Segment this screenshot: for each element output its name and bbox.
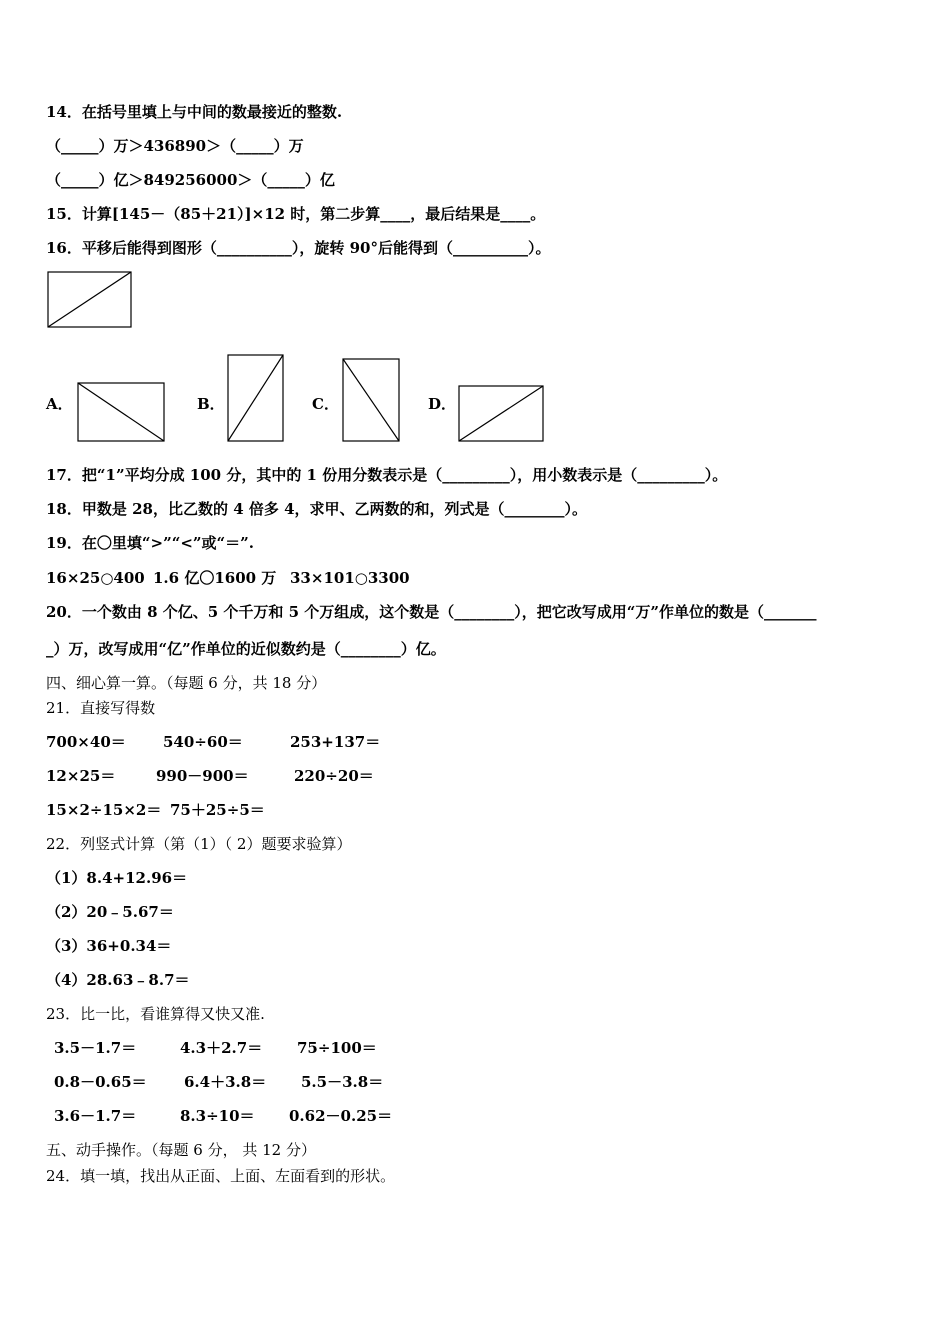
q23-cell: 5.5－3.8＝	[301, 1073, 384, 1091]
q23-title: 23．比一比，看谁算得又快又准.	[46, 1005, 265, 1023]
section5-title: 五、动手操作。（每题 6 分， 共 12 分）	[46, 1141, 316, 1159]
q21-cell: 990－900＝	[156, 767, 249, 785]
q23-cell: 8.3÷10＝	[180, 1107, 255, 1125]
q21-cell: 12×25＝	[46, 767, 116, 785]
q14-line2: （_____）亿＞849256000＞（_____）亿	[46, 171, 335, 189]
q19-text: 19．在〇里填“>”“<”或“＝”.	[46, 534, 255, 552]
q16-reference-figure	[47, 271, 133, 329]
q20-line2: _）万，改写成用“亿”作单位的近似数约是（________）亿。	[46, 640, 446, 658]
q16-option-a-label: A．	[46, 395, 73, 413]
q16-option-d-figure	[458, 385, 545, 443]
q14-line1: （_____）万＞436890＞（_____）万	[46, 137, 304, 155]
q22-item: （1）8.4+12.96＝	[46, 869, 188, 887]
q21-title: 21．直接写得数	[46, 699, 156, 717]
q21-cell: 700×40＝	[46, 733, 126, 751]
q18-text: 18．甲数是 28，比乙数的 4 倍多 4，求甲、乙两数的和，列式是（________）。	[46, 500, 588, 518]
q21-cell: 220÷20＝	[294, 767, 374, 785]
q19-item: 1.6 亿〇1600 万	[153, 569, 277, 587]
q16-option-c-figure	[342, 358, 401, 443]
q22-item: （3）36+0.34＝	[46, 937, 172, 955]
q16-option-b-figure	[227, 354, 285, 443]
q23-cell: 0.8－0.65＝	[54, 1073, 147, 1091]
q16-option-a-figure	[77, 382, 166, 443]
q21-cell: 15×2÷15×2＝	[46, 801, 162, 819]
section4-title: 四、细心算一算。（每题 6 分，共 18 分）	[46, 674, 327, 692]
q23-cell: 0.62－0.25＝	[289, 1107, 393, 1125]
q22-item: （2）20﹣5.67＝	[46, 903, 174, 921]
q22-title: 22．列竖式计算（第（1）（ 2）题要求验算）	[46, 835, 352, 853]
q23-cell: 4.3＋2.7＝	[180, 1039, 263, 1057]
q23-cell: 6.4＋3.8＝	[184, 1073, 267, 1091]
q17-text: 17．把“1”平均分成 100 分，其中的 1 份用分数表示是（_________），用小数表示是（_________）。	[46, 466, 728, 484]
q16-option-b-label: B．	[197, 395, 225, 413]
q22-item: （4）28.63﹣8.7＝	[46, 971, 190, 989]
q23-cell: 3.6－1.7＝	[54, 1107, 137, 1125]
q19-item: 33×101○3300	[290, 569, 410, 587]
q16-option-c-label: C．	[312, 395, 339, 413]
q23-cell: 3.5－1.7＝	[54, 1039, 137, 1057]
q21-cell: 75＋25÷5＝	[170, 801, 265, 819]
q24-title: 24．填一填，找出从正面、上面、左面看到的形状。	[46, 1167, 396, 1185]
q16-text: 16．平移后能得到图形（__________），旋转 90°后能得到（__________）。	[46, 239, 551, 257]
q15-text: 15．计算[145－（85＋21）]×12 时，第二步算____，最后结果是____。	[46, 205, 546, 223]
q21-cell: 253+137＝	[290, 733, 381, 751]
q19-item: 16×25○400	[46, 569, 145, 587]
q16-option-d-label: D．	[428, 395, 457, 413]
q14-title: 14．在括号里填上与中间的数最接近的整数.	[46, 103, 343, 121]
q21-cell: 540÷60＝	[163, 733, 243, 751]
q20-line1: 20．一个数由 8 个亿、5 个千万和 5 个万组成，这个数是（________），把它改写成用“万”作单位的数是（_______	[46, 603, 817, 621]
q23-cell: 75÷100＝	[297, 1039, 377, 1057]
